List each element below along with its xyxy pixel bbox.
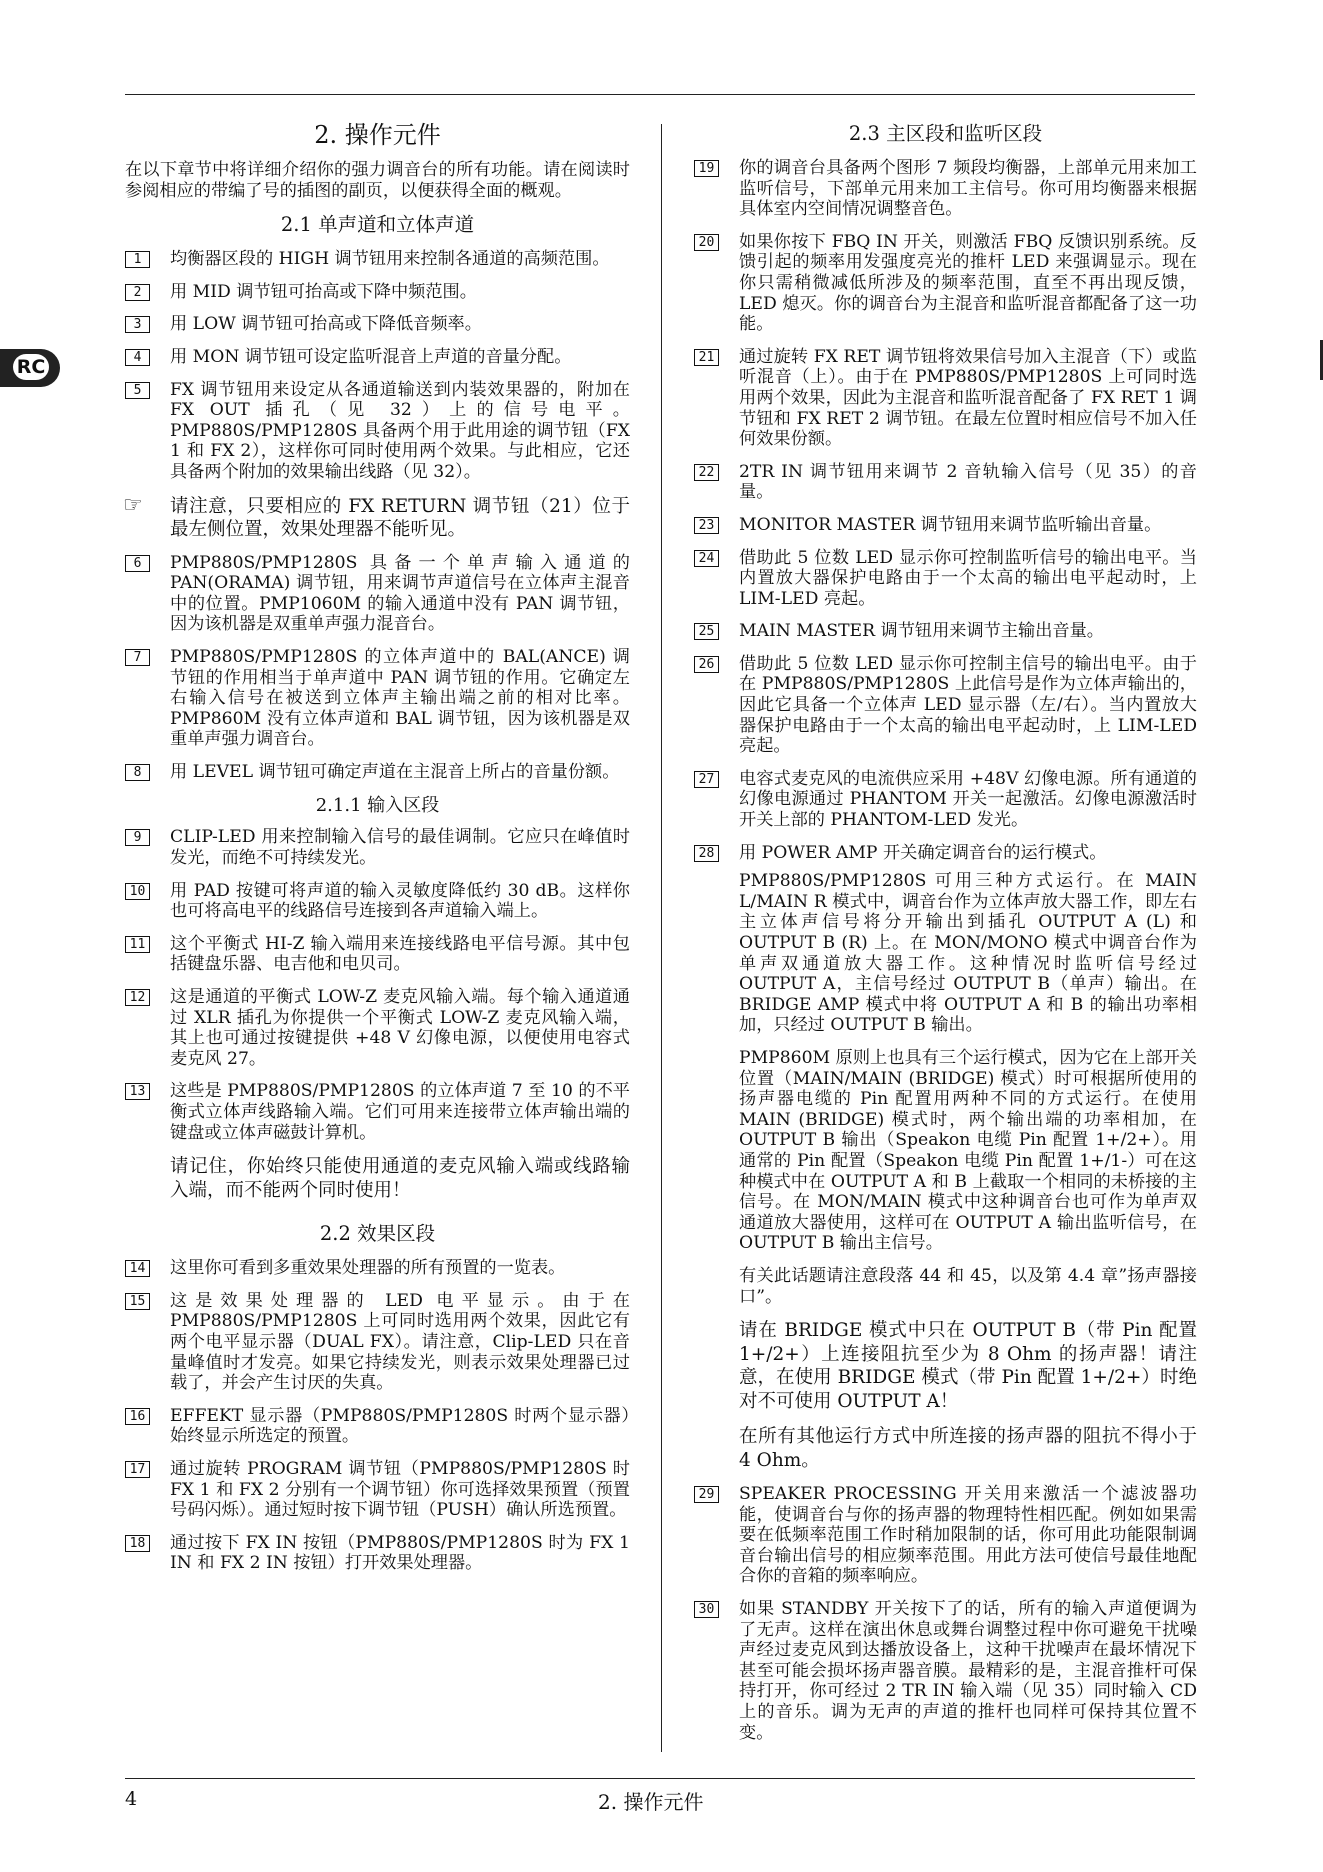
item-text: PMP880S/PMP1280S 具备一个单声输入通道的 PAN(ORAMA) 调节钮，用来调节声道信号在立体声主混音中的位置。PMP1060M 的输入通道中没有 PAN 调节钮，因为该机器是双重单声强力混音台。 [170, 552, 630, 635]
bottom-rule [125, 1778, 1195, 1779]
numbered-item [125, 553, 630, 635]
numbered-item [125, 1258, 630, 1279]
numbered-item [694, 232, 1197, 335]
item-list [694, 1484, 1197, 1743]
numbered-item [694, 158, 1197, 220]
intro-paragraph: 在以下章节中将详细介绍你的强力调音台的所有功能。请在阅读时参阅相应的带编了号的插图的副页，以便获得全面的概观。 [125, 160, 630, 201]
section-heading-2-1-1: 2.1.1 输入区段 [315, 795, 440, 817]
numbered-item [694, 548, 1197, 610]
numbered-item [125, 249, 630, 270]
numbered-item [125, 827, 630, 868]
item-number: 27 [694, 771, 719, 788]
item-text: 用 LOW 调节钮可抬高或下降低音频率。 [170, 314, 482, 335]
item-text: 这些是 PMP880S/PMP1280S 的立体声道 7 至 10 的不平衡式立体声线路输入端。它们可用来连接带立体声输出端的键盘或立体声磁鼓计算机。 [170, 1081, 630, 1143]
item-number: 23 [694, 517, 719, 534]
numbered-item [694, 621, 1197, 642]
page-number: 4 [125, 1788, 138, 1810]
numbered-item [125, 347, 630, 368]
item-text: CLIP-LED 用来控制输入信号的最佳调制。它应只在峰值时发光，而绝不可持续发光。 [170, 827, 630, 869]
item-text: 这是效果处理器的 LED 电平显示。由于在 PMP880S/PMP1280S 上可同时选用两个效果，因此它有两个电平显示器（DUAL FX）。请注意，Clip-LED 只在音量峰值时才发亮。如果它持续发光，则表示效果处理器已过载了，并会产生讨厌的失真。 [170, 1290, 630, 1394]
item-number: 30 [694, 1601, 719, 1618]
item-text: 用 PAD 按键可将声道的输入灵敏度降低约 30 dB。这样你也可将高电平的线路信号连接到各声道输入端上。 [170, 880, 630, 922]
chapter-title: 2. 操作元件 [314, 121, 441, 149]
item-text: 通过旋转 PROGRAM 调节钮（PMP880S/PMP1280S 时 FX 1 和 FX 2 分别有一个调节钮）你可选择效果预置（预置号码闪烁）。通过短时按下调节钮（PUSH）确认所选预置。 [170, 1458, 630, 1521]
item-number: 14 [125, 1260, 150, 1277]
item-text: FX 调节钮用来设定从各通道输送到内装效果器的，附加在 FX OUT 插孔（见 32）上的信号电平。PMP880S/PMP1280S 具备两个用于此用途的调节钮（FX 1 和 FX 2），这样你可同时使用两个效果。与此相应，它还具备两个附加的效果输出线路（见 32）。 [170, 379, 630, 482]
numbered-item [694, 654, 1197, 757]
note-text: 请注意，只要相应的 FX RETURN 调节钮（21）位于最左侧位置，效果处理器不能听见。 [170, 495, 630, 540]
footer-title: 2. 操作元件 [598, 1790, 704, 1814]
item-number: 15 [125, 1293, 150, 1310]
numbered-item [694, 1599, 1197, 1743]
item-text: 借助此 5 位数 LED 显示你可控制主信号的输出电平。由于在 PMP880S/PMP1280S 上此信号是作为立体声输出的，因此它具备一个立体声 LED 显示器（左/右）。当内置放大器保护电路由于一个太高的输出电平起动时，上 LIM-LED 亮起。 [739, 653, 1197, 757]
item-text: 用 LEVEL 调节钮可确定声道在主混音上所占的音量份额。 [170, 761, 620, 782]
numbered-item [125, 380, 630, 483]
item-text: 如果 STANDBY 开关按下了的话，所有的输入声道便调为了无声。这样在演出休息或舞台调整过程中你可避免干扰噪声经过麦克风到达播放设备上，这种干扰噪声在最坏情况下甚至可能会损坏扬声器音膜。最精彩的是，主混音推杆可保持打开，你可经过 2 TR IN 输入端（见 35）同时输入 CD 上的音乐。调为无声的声道的推杆也同样可保持其位置不变。 [739, 1599, 1197, 1743]
item-number: 4 [125, 349, 150, 366]
sub-paragraph: 有关此话题请注意段落 44 和 45，以及第 4.4 章”扬声器接口”。 [739, 1265, 1197, 1307]
item-text: 通过旋转 FX RET 调节钮将效果信号加入主混音（下）或监听混音（上）。由于在 PMP880S/PMP1280S 上可同时选用两个效果，因此为主混音和监听混音配备了 FX RET 1 调节钮和 FX RET 2 调节钮。在最左位置时相应信号不加入任何效果份额。 [739, 346, 1197, 450]
item-text: 如果你按下 FBQ IN 开关，则激活 FBQ 反馈识别系统。反馈引起的频率用发强度亮光的推杆 LED 来强调显示。现在你只需稍微减低所涉及的频率范围，直至不再出现反馈，LED 熄灭。你的调音台为主混音和监听混音都配备了这一功能。 [739, 231, 1197, 335]
item-number: 10 [125, 883, 150, 900]
numbered-item [694, 769, 1197, 831]
item-list [694, 158, 1197, 863]
note-paragraph: 请记住，你始终只能使用通道的麦克风输入端或线路输入端，而不能两个同时使用！ [170, 1156, 630, 1201]
left-column [125, 120, 630, 1586]
item-text: 这里你可看到多重效果处理器的所有预置的一览表。 [170, 1258, 566, 1279]
item-text: 电容式麦克风的电流供应采用 +48V 幻像电源。所有通道的幻像电源通过 PHANTOM 开关一起激活。幻像电源激活时开关上部的 PHANTOM-LED 发光。 [739, 768, 1197, 831]
numbered-item [694, 515, 1197, 536]
item-text: 这个平衡式 HI-Z 输入端用来连接线路电平信号源。其中包括键盘乐器、电吉他和电贝司。 [170, 933, 630, 975]
numbered-item [125, 1459, 630, 1521]
numbered-item [694, 843, 1197, 864]
item-text: MONITOR MASTER 调节钮用来调节监听输出音量。 [739, 514, 1162, 535]
item-number: 18 [125, 1535, 150, 1552]
item-text: 用 POWER AMP 开关确定调音台的运行模式。 [739, 842, 1107, 863]
numbered-item [125, 1291, 630, 1394]
item-number: 5 [125, 382, 150, 399]
item-text: 你的调音台具备两个图形 7 频段均衡器，上部单元用来加工监听信号，下部单元用来加工主信号。你可用均衡器来根据具体室内空间情况调整音色。 [739, 158, 1197, 220]
item-number: 19 [694, 160, 719, 177]
item-text: 用 MON 调节钮可设定监听混音上声道的音量分配。 [170, 346, 572, 367]
item-number: 8 [125, 764, 150, 781]
item-text: 通过按下 FX IN 按钮（PMP880S/PMP1280S 时为 FX 1 IN 和 FX 2 IN 按钮）打开效果处理器。 [170, 1532, 630, 1574]
item-number: 7 [125, 649, 150, 666]
rc-badge: RC [13, 354, 49, 380]
top-rule [125, 94, 1195, 95]
item-list [125, 1258, 630, 1574]
numbered-item [694, 347, 1197, 450]
section-heading-2-2: 2.2 效果区段 [319, 1222, 436, 1246]
numbered-item [125, 1406, 630, 1447]
item-number: 26 [694, 656, 719, 673]
item-text: SPEAKER PROCESSING 开关用来激活一个滤波器功能，使调音台与你的扬声器的物理特性相匹配。例如如果需要在低频率范围工作时稍加限制的话，你可用此功能限制调音台输出信号的相应频率范围。用此方法可使信号最佳地配合你的音箱的频率响应。 [739, 1484, 1197, 1587]
item-number: 20 [694, 234, 719, 251]
numbered-item [125, 762, 630, 783]
sub-paragraph: PMP860M 原则上也具有三个运行模式，因为它在上部开关位置（MAIN/MAIN (BRIDGE) 模式）时可根据所使用的扬声器电缆的 Pin 配置用两种不同的方式运行。在使用 MAIN (BRIDGE) 模式时，两个输出端的功率相加，在 OUTPUT B 输出（Speakon 电缆 Pin 配置 1+/2+）。用通常的 Pin 配置（Speakon 电缆 Pin 配置 1+/1-）可在这种模式中在 OUTPUT A 和 B 上截取一个相同的未桥接的主信号。在 MON/MAIN 模式中这种调音台也可作为单声双通道放大器使用，这样可在 OUTPUT A 输出监听信号，在 OUTPUT B 输出主信号。 [739, 1047, 1197, 1254]
rc-tab [0, 349, 60, 387]
item-text: MAIN MASTER 调节钮用来调节主输出音量。 [739, 621, 1104, 642]
item-text: 这是通道的平衡式 LOW-Z 麦克风输入端。每个输入通道通过 XLR 插孔为你提供一个平衡式 LOW-Z 麦克风输入端，其上也可通过按键提供 +48 V 幻像电源，以便使用电容式麦克风 27。 [170, 987, 630, 1069]
item-number: 21 [694, 349, 719, 366]
item-text: 用 MID 调节钮可抬高或下降中频范围。 [170, 281, 477, 302]
numbered-item [125, 881, 630, 922]
item-number: 6 [125, 555, 150, 572]
item-number: 13 [125, 1083, 150, 1100]
item-text: 借助此 5 位数 LED 显示你可控制监听信号的输出电平。当内置放大器保护电路由于一个太高的输出电平起动时，上 LIM-LED 亮起。 [739, 547, 1197, 609]
item-number: 22 [694, 464, 719, 481]
numbered-item [125, 282, 630, 303]
warning-paragraph: 在所有其他运行方式中所连接的扬声器的阻抗不得小于 4 Ohm。 [739, 1426, 1197, 1471]
item-text: PMP880S/PMP1280S 的立体声道中的 BAL(ANCE) 调节钮的作用相当于单声道中 PAN 调节钮的作用。它确定左右输入信号在被送到立体声主输出端之前的相对比率。PMP860M 没有立体声道和 BAL 调节钮，因为该机器是双重单声强力调音台。 [170, 646, 630, 750]
warning-paragraph: 请在 BRIDGE 模式中只在 OUTPUT B（带 Pin 配置 1+/2+）上连接阻抗至少为 8 Ohm 的扬声器！请注意，在使用 BRIDGE 模式（带 Pin 配置 1+/2+）时绝对不可使用 OUTPUT A！ [739, 1320, 1197, 1412]
item-number: 9 [125, 829, 150, 846]
item-number: 2 [125, 284, 150, 301]
numbered-item [125, 647, 630, 750]
numbered-item [694, 462, 1197, 503]
numbered-item [125, 1081, 630, 1143]
numbered-item [694, 1484, 1197, 1587]
item-number: 28 [694, 845, 719, 862]
item-text: 2TR IN 调节钮用来调节 2 音轨输入信号（见 35）的音量。 [739, 461, 1197, 503]
numbered-item [125, 934, 630, 975]
item-list [125, 249, 630, 482]
pointing-hand-icon: ☞ [123, 492, 143, 518]
item-text: 均衡器区段的 HIGH 调节钮用来控制各通道的高频范围。 [170, 249, 610, 270]
column-divider [661, 124, 662, 1752]
item-number: 3 [125, 316, 150, 333]
item-list [125, 827, 630, 1143]
item-number: 11 [125, 936, 150, 953]
item-number: 17 [125, 1461, 150, 1478]
note-paragraph [123, 492, 630, 541]
section-heading-2-3: 2.3 主区段和监听区段 [848, 122, 1043, 145]
section-heading-2-1: 2.1 单声道和立体声道 [280, 213, 475, 237]
right-column [694, 120, 1197, 1755]
numbered-item [125, 314, 630, 335]
item-number: 16 [125, 1408, 150, 1425]
numbered-item [125, 987, 630, 1069]
item-number: 24 [694, 550, 719, 567]
numbered-item [125, 1533, 630, 1574]
item-list [125, 553, 630, 783]
item-number: 1 [125, 251, 150, 268]
item-text: EFFEKT 显示器（PMP880S/PMP1280S 时两个显示器）始终显示所选定的预置。 [170, 1405, 630, 1447]
item-number: 25 [694, 623, 719, 640]
item-number: 29 [694, 1486, 719, 1503]
item-number: 12 [125, 989, 150, 1006]
sub-paragraph: PMP880S/PMP1280S 可用三种方式运行。在 MAIN L/MAIN R 模式中，调音台作为立体声放大器工作，即左右主立体声信号将分开输出到插孔 OUTPUT A (L) 和 OUTPUT B (R) 上。在 MON/MONO 模式中调音台作为单声双通道放大器工作。这种情况时监听信号经过 OUTPUT A，主信号经过 OUTPUT B（单声）输出。在 BRIDGE AMP 模式中将 OUTPUT A 和 B 的输出功率相加，只经过 OUTPUT B 输出。 [739, 871, 1197, 1036]
